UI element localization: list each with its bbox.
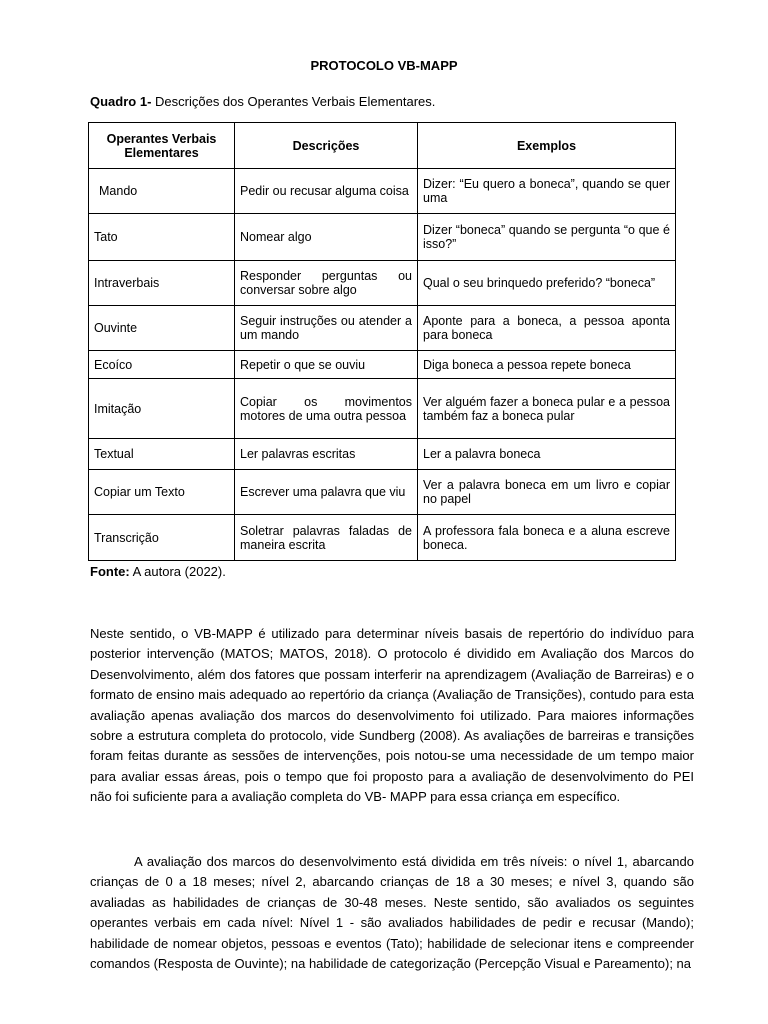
operant-cell: Textual [89,439,235,470]
description-cell: Soletrar palavras faladas de maneira escrita [235,515,418,561]
operant-cell: Copiar um Texto [89,470,235,515]
header-descriptions: Descrições [235,123,418,169]
description-cell: Ler palavras escritas [235,439,418,470]
document-title: PROTOCOLO VB-MAPP [310,58,458,73]
table-row [89,470,676,515]
description-cell: Pedir ou recusar alguma coisa [235,169,418,214]
description-cell: Nomear algo [235,214,418,261]
operant-cell: Tato [89,214,235,261]
operant-cell: Imitação [89,379,235,439]
table-row [89,306,676,351]
table-row [89,515,676,561]
body-paragraph: Neste sentido, o VB-MAPP é utilizado para determinar níveis basais de repertório do indivíduo para posterior intervenção (MATOS; MATOS, 2018). O protocolo é dividido em Avaliação dos Marcos do Desenvolvimento, além dos fatores que possam interferir na aprendizagem (Avaliação de Barreiras) e o formato de ensino mais adequado ao repertório da criança (Avaliação de Transições), contudo para esta avaliação apenas avaliação dos marcos do desenvolvimento foi utilizado. Para maiores informações sobre a estrutura completa do protocolo, vide Sundberg (2008). As avaliações de barreiras e transições foram feitas durante as sessões de intervenções, pois notou-se uma necessidade de um tempo maior para avaliar essas áreas, pois o tempo que foi proposto para a avaliação de desenvolvimento do PEI não foi suficiente para a avaliação completa do VB- MAPP para essa criança em específico. [90,626,694,805]
example-cell: Aponte para a boneca, a pessoa aponta para boneca [418,306,676,351]
operant-cell: Mando [89,169,235,214]
operant-cell: Transcrição [89,515,235,561]
source-label: Fonte: [90,564,130,579]
table-row [89,261,676,306]
example-cell: Ver alguém fazer a boneca pular e a pessoa também faz a boneca pular [418,379,676,439]
description-cell: Responder perguntas ou conversar sobre algo [235,261,418,306]
table-row [89,169,676,214]
caption-label: Quadro 1- [90,94,152,109]
table-row [89,214,676,261]
example-cell: Ver a palavra boneca em um livro e copiar no papel [418,470,676,515]
description-cell: Copiar os movimentos motores de uma outra pessoa [235,379,418,439]
example-cell: A professora fala boneca e a aluna escreve boneca. [418,515,676,561]
operant-cell: Ouvinte [89,306,235,351]
caption-text: Descrições dos Operantes Verbais Elementares. [151,94,436,109]
table-caption [90,94,435,109]
example-cell: Dizer: “Eu quero a boneca”, quando se quer uma [418,169,676,214]
operant-cell: Intraverbais [89,261,235,306]
verbal-operants-table [88,122,676,561]
source-text: A autora (2022). [129,564,226,579]
description-cell: Seguir instruções ou atender a um mando [235,306,418,351]
example-cell: Ler a palavra boneca [418,439,676,470]
table-source [90,564,226,579]
table-row [89,439,676,470]
table-row [89,379,676,439]
operant-cell: Ecoíco [89,351,235,379]
example-cell: Dizer “boneca” quando se pergunta “o que é isso?” [418,214,676,261]
description-cell: Escrever uma palavra que viu [235,470,418,515]
table-row [89,351,676,379]
description-cell: Repetir o que se ouviu [235,351,418,379]
header-examples: Exemplos [418,123,676,169]
table-header-row [89,123,676,169]
body-paragraph: A avaliação dos marcos do desenvolvimento está dividida em três níveis: o nível 1, abarcando crianças de 0 a 18 meses; nível 2, abarcando crianças de 18 a 30 meses; e nível 3, quando são avaliadas as habilidades de crianças de 30-48 meses. Neste sentido, são avaliados os seguintes operantes verbais em cada nível: Nível 1 - são avaliados habilidades de pedir e recusar (Mando); habilidade de nomear objetos, pessoas e eventos (Tato); habilidade de selecionar itens e compreender comandos (Resposta de Ouvinte); na habilidade de categorização (Percepção Visual e Pareamento); na [90,854,694,972]
example-cell: Qual o seu brinquedo preferido? “boneca” [418,261,676,306]
example-cell: Diga boneca a pessoa repete boneca [418,351,676,379]
header-operants: Operantes Verbais Elementares [89,123,235,169]
